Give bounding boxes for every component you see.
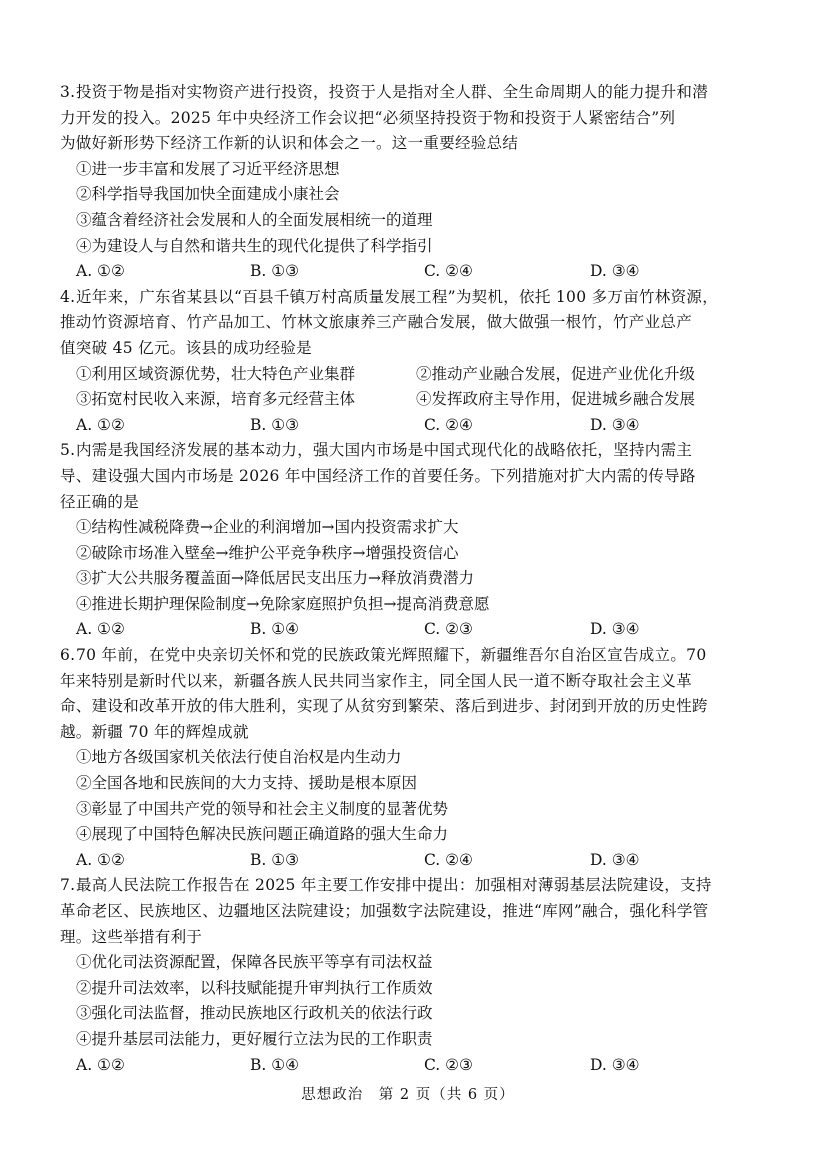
option-d: D. ③④ bbox=[590, 415, 640, 434]
option-a: A. ①② bbox=[76, 620, 125, 639]
statement-4: ④推进长期护理保险制度→免除家庭照护负担→提高消费意愿 bbox=[76, 594, 490, 613]
question-stem bbox=[60, 643, 780, 669]
stem-line: 命、建设和改革开放的伟大胜利，实现了从贫穷到繁荣、落后到进步、封闭到开放的历史性跨 bbox=[60, 697, 708, 716]
question-stem bbox=[60, 285, 780, 311]
footer-page-number: 第 2 页（共 6 页） bbox=[378, 1087, 515, 1103]
option-a: A. ①② bbox=[76, 415, 125, 434]
question-5 bbox=[60, 438, 780, 643]
option-b: B. ①③ bbox=[250, 415, 300, 434]
question-7 bbox=[60, 873, 780, 1078]
option-d: D. ③④ bbox=[590, 620, 640, 639]
stem-line: 越。新疆 70 年的辉煌成就 bbox=[60, 722, 249, 741]
statement-2: ②提升司法效率，以科技赋能提升审判执行工作质效 bbox=[76, 978, 433, 997]
page-footer bbox=[0, 1083, 816, 1104]
stem-line: 径正确的是 bbox=[60, 492, 140, 511]
question-number: 3. bbox=[60, 83, 76, 101]
question-number: 5. bbox=[60, 441, 76, 460]
option-c: C. ②④ bbox=[424, 850, 473, 869]
statement-2: ②破除市场准入壁垒→维护公平竞争秩序→增强投资信心 bbox=[76, 543, 459, 562]
statement-1: ①结构性减税降费→企业的利润增加→国内投资需求扩大 bbox=[76, 518, 459, 537]
stem-line: 导、建设强大国内市场是 2026 年中国经济工作的首要任务。下列措施对扩大内需的传导路 bbox=[60, 466, 696, 485]
question-number: 4. bbox=[60, 287, 76, 306]
stem-line: 推动竹资源培育、竹产品加工、竹林文旅康养三产融合发展，做大做强一根竹，竹产业总产 bbox=[60, 313, 693, 332]
question-stem bbox=[60, 438, 780, 464]
statement-1: ①地方各级国家机关依法行使自治权是内生动力 bbox=[76, 748, 402, 767]
question-number: 7. bbox=[60, 876, 76, 895]
question-list bbox=[60, 80, 780, 1078]
question-3 bbox=[60, 80, 780, 285]
option-a: A. ①② bbox=[76, 262, 125, 281]
statement-grid bbox=[60, 362, 780, 413]
statement-4: ④发挥政府主导作用，促进城乡融合发展 bbox=[416, 390, 696, 409]
stem-line: 为做好新形势下经济工作新的认识和体会之一。这一重要经验总结 bbox=[60, 134, 519, 153]
question-number: 6. bbox=[60, 646, 76, 665]
answer-options bbox=[60, 413, 780, 439]
stem-line: 投资于物是指对实物资产进行投资，投资于人是指对全人群、全生命周期人的能力提升和潜 bbox=[76, 83, 709, 101]
statement-1: ①利用区域资源优势，壮大特色产业集群 bbox=[76, 364, 356, 383]
question-4 bbox=[60, 285, 780, 439]
statement-1: ①优化司法资源配置，保障各民族平等享有司法权益 bbox=[76, 953, 433, 972]
answer-options bbox=[60, 259, 780, 285]
statement-3: ③蕴含着经济社会发展和人的全面发展相统一的道理 bbox=[76, 210, 433, 229]
statement-3: ③拓宽村民收入来源，培育多元经营主体 bbox=[76, 390, 356, 409]
statement-4: ④为建设人与自然和谐共生的现代化提供了科学指引 bbox=[76, 236, 433, 255]
statement-3: ③彰显了中国共产党的领导和社会主义制度的显著优势 bbox=[76, 799, 449, 818]
statement-4: ④展现了中国特色解决民族问题正确道路的强大生命力 bbox=[76, 825, 449, 844]
option-a: A. ①② bbox=[76, 1055, 125, 1074]
option-b: B. ①④ bbox=[250, 620, 300, 639]
statement-3: ③扩大公共服务覆盖面→降低居民支出压力→释放消费潜力 bbox=[76, 569, 474, 588]
option-a: A. ①② bbox=[76, 850, 125, 869]
statement-2: ②推动产业融合发展，促进产业优化升级 bbox=[416, 364, 696, 383]
option-c: C. ②④ bbox=[424, 262, 473, 281]
question-stem bbox=[60, 873, 780, 899]
option-b: B. ①④ bbox=[250, 1055, 300, 1074]
stem-line: 革命老区、民族地区、边疆地区法院建设；加强数字法院建设，推进“库网”融合，强化科学管 bbox=[60, 902, 709, 920]
stem-line: 力开发的投入。2025 年中央经济工作会议把“必须坚持投资于物和投资于人紧密结合”列 bbox=[60, 108, 676, 127]
answer-options bbox=[60, 1053, 780, 1079]
statement-1: ①进一步丰富和发展了习近平经济思想 bbox=[76, 159, 340, 178]
footer-subject: 思想政治 bbox=[301, 1087, 364, 1103]
stem-line: 值突破 45 亿元。该县的成功经验是 bbox=[60, 338, 312, 357]
answer-options bbox=[60, 848, 780, 874]
statement-3: ③强化司法监督，推动民族地区行政机关的依法行政 bbox=[76, 1004, 433, 1023]
option-b: B. ①③ bbox=[250, 262, 300, 281]
option-c: C. ②③ bbox=[424, 1055, 473, 1074]
statement-2: ②科学指导我国加快全面建成小康社会 bbox=[76, 185, 340, 204]
stem-line: 内需是我国经济发展的基本动力，强大国内市场是中国式现代化的战略依托，坚持内需主 bbox=[76, 441, 693, 460]
question-6 bbox=[60, 643, 780, 873]
statement-2: ②全国各地和民族间的大力支持、援助是根本原因 bbox=[76, 774, 418, 793]
option-c: C. ②④ bbox=[424, 415, 473, 434]
option-c: C. ②③ bbox=[424, 620, 473, 639]
option-b: B. ①③ bbox=[250, 850, 300, 869]
stem-line: 近年来，广东省某县以“百县千镇万村高质量发展工程”为契机，依托 100 多万亩竹林资源， bbox=[76, 287, 718, 306]
answer-options bbox=[60, 617, 780, 643]
stem-line: 70 年前，在党中央亲切关怀和党的民族政策光辉照耀下，新疆维吾尔自治区宣告成立。70 bbox=[76, 646, 707, 665]
option-d: D. ③④ bbox=[590, 850, 640, 869]
question-stem bbox=[60, 80, 780, 106]
stem-line: 理。这些举措有利于 bbox=[60, 927, 203, 946]
stem-line: 最高人民法院工作报告在 2025 年主要工作安排中提出：加强相对薄弱基层法院建设，支持 bbox=[76, 876, 712, 895]
option-d: D. ③④ bbox=[590, 262, 640, 281]
stem-line: 年来特别是新时代以来，新疆各族人民共同当家作主，同全国人民一道不断夺取社会主义革 bbox=[60, 671, 693, 690]
statement-4: ④提升基层司法能力，更好履行立法为民的工作职责 bbox=[76, 1029, 433, 1048]
option-d: D. ③④ bbox=[590, 1055, 640, 1074]
